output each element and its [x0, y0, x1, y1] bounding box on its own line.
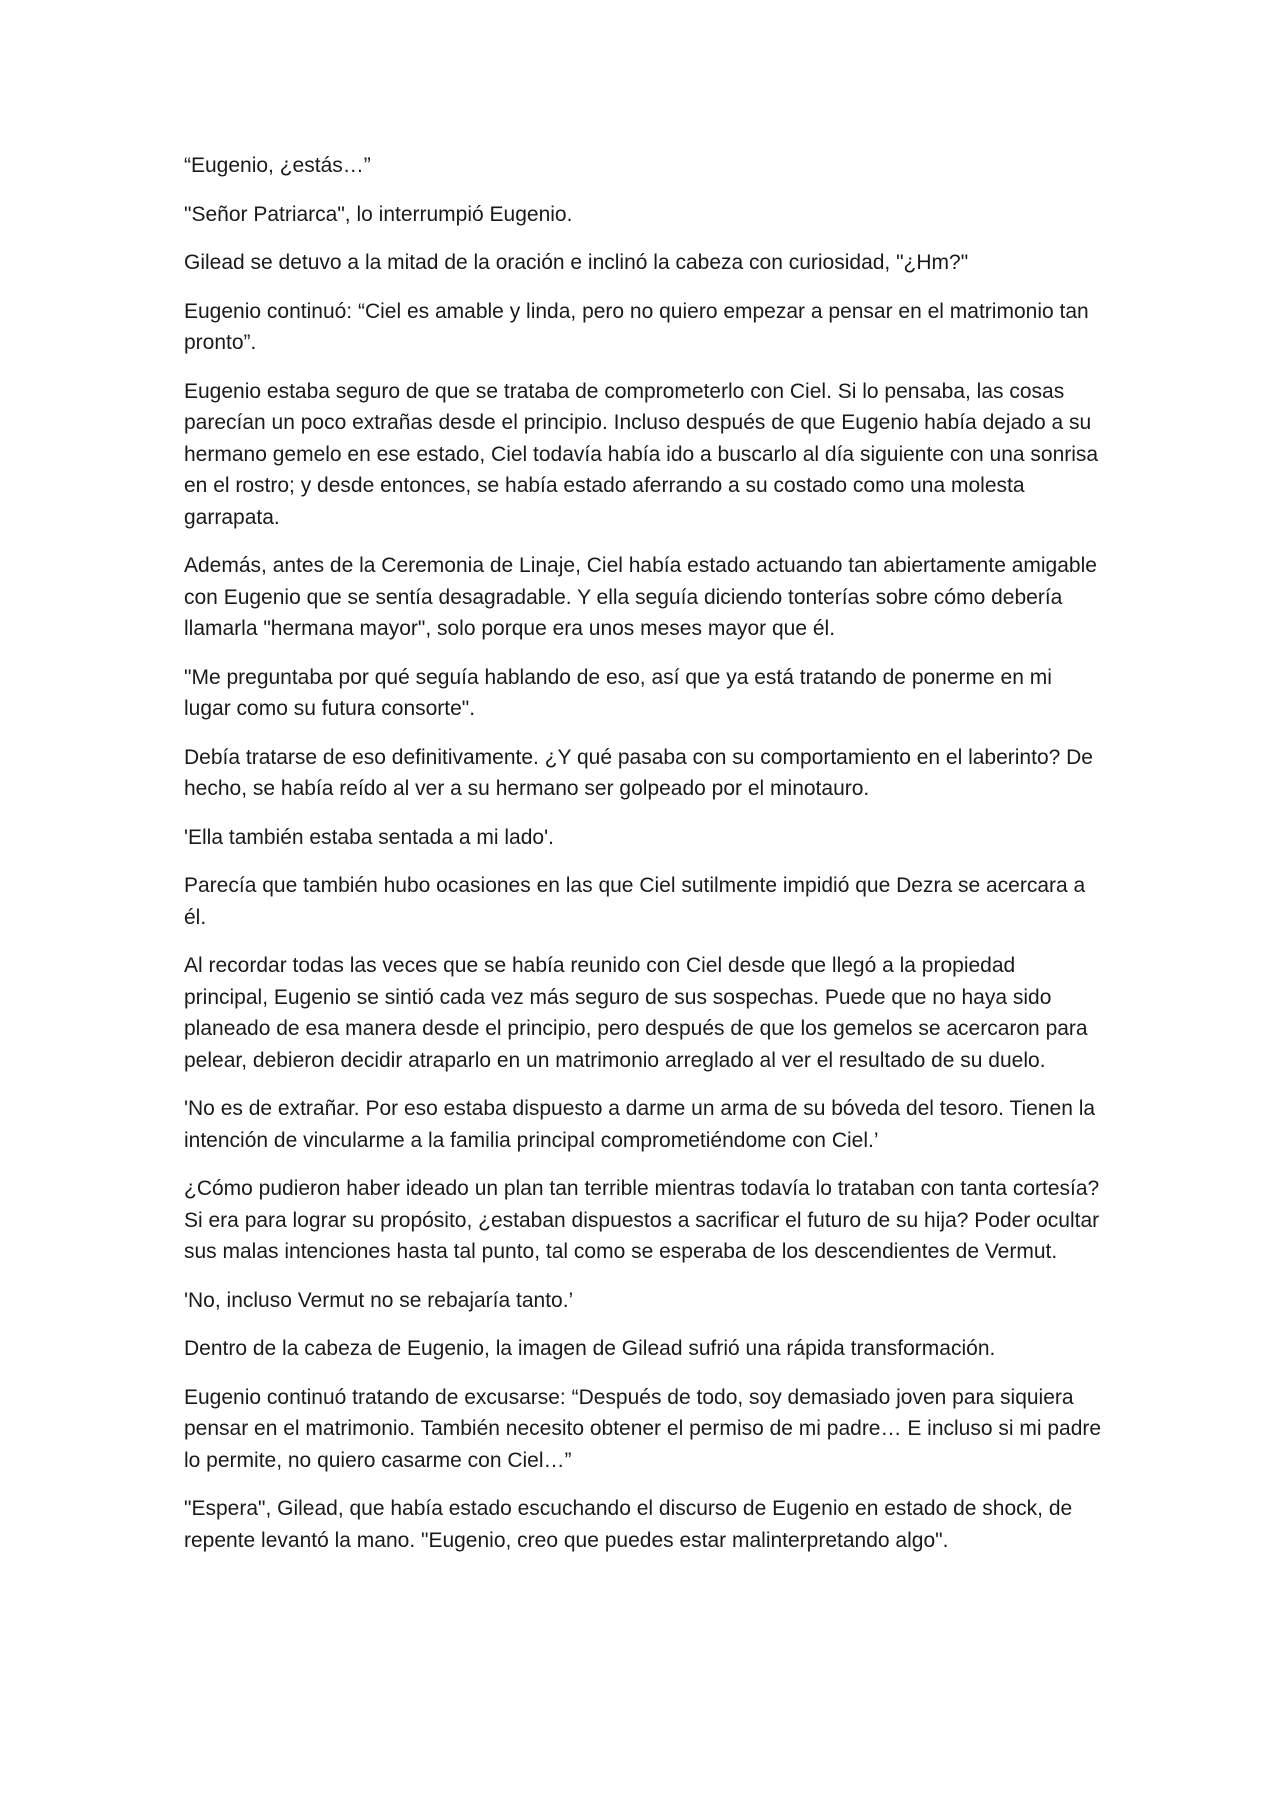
paragraph: 'No, incluso Vermut no se rebajaría tanto.’ — [184, 1288, 574, 1312]
paragraph: 'No es de extrañar. Por eso estaba dispuesto a darme un arma de su bóveda del tesoro. Tienen la intención de vincularme a la familia principal comprometiéndome con Ciel.’ — [184, 1097, 1096, 1152]
paragraph: ¿Cómo pudieron haber ideado un plan tan terrible mientras todavía lo trataban con tanta cortesía? Si era para lograr su propósito, ¿estaban dispuestos a sacrificar el futuro de su hija? Poder ocultar sus malas intenciones hasta tal punto, tal como se esperaba de los descendientes de Vermut. — [184, 1177, 1100, 1263]
paragraph: Debía tratarse de eso definitivamente. ¿Y qué pasaba con su comportamiento en el laberinto? De hecho, se había reído al ver a su hermano ser golpeado por el minotauro. — [184, 745, 1093, 800]
paragraph: Dentro de la cabeza de Eugenio, la imagen de Gilead sufrió una rápida transformación. — [184, 1337, 996, 1360]
paragraph: “Eugenio, ¿estás…” — [184, 154, 371, 177]
paragraph: "Espera", Gilead, que había estado escuchando el discurso de Eugenio en estado de shock, de repente levantó la mano. "Eugenio, creo que puedes estar malinterpretando algo". — [184, 1497, 1073, 1552]
paragraph: Parecía que también hubo ocasiones en las que Ciel sutilmente impidió que Dezra se acercara a él. — [184, 874, 1086, 929]
paragraph: "Me preguntaba por qué seguía hablando de eso, así que ya está tratando de ponerme en mi lugar como su futura consorte". — [184, 665, 1052, 720]
paragraph: Gilead se detuvo a la mitad de la oración e inclinó la cabeza con curiosidad, "¿Hm?" — [184, 251, 969, 274]
paragraph: Eugenio continuó tratando de excusarse: “Después de todo, soy demasiado joven para siquiera pensar en el matrimonio. También necesito obtener el permiso de mi padre… E incluso si mi padre lo permite, no quiero casarme con Ciel…” — [184, 1385, 1102, 1472]
paragraph: Eugenio continuó: “Ciel es amable y linda, pero no quiero empezar a pensar en el matrimonio tan pronto”. — [184, 299, 1089, 354]
document-body — [184, 150, 1104, 1573]
paragraph: 'Ella también estaba sentada a mi lado'. — [184, 825, 554, 849]
paragraph: Además, antes de la Ceremonia de Linaje, Ciel había estado actuando tan abiertamente amigable con Eugenio que se sentía desagradable. Y ella seguía diciendo tonterías sobre cómo debería llamarla "hermana mayor", solo porque era unos meses mayor que él. — [184, 554, 1097, 640]
paragraph: Al recordar todas las veces que se había reunido con Ciel desde que llegó a la propiedad principal, Eugenio se sintió cada vez más seguro de sus sospechas. Puede que no haya sido planeado de esa manera desde el principio, pero después de que los gemelos se acercaron para pelear, debieron decidir atraparlo en un matrimonio arreglado al ver el resultado de su duelo. — [184, 954, 1088, 1072]
paragraph: "Señor Patriarca", lo interrumpió Eugenio. — [184, 202, 573, 226]
paragraph: Eugenio estaba seguro de que se trataba de comprometerlo con Ciel. Si lo pensaba, las cosas parecían un poco extrañas desde el principio. Incluso después de que Eugenio había dejado a su hermano gemelo en ese estado, Ciel todavía había ido a buscarlo al día siguiente con una sonrisa en el rostro; y desde entonces, se había estado aferrando a su costado como una molesta garrapata. — [184, 379, 1099, 529]
